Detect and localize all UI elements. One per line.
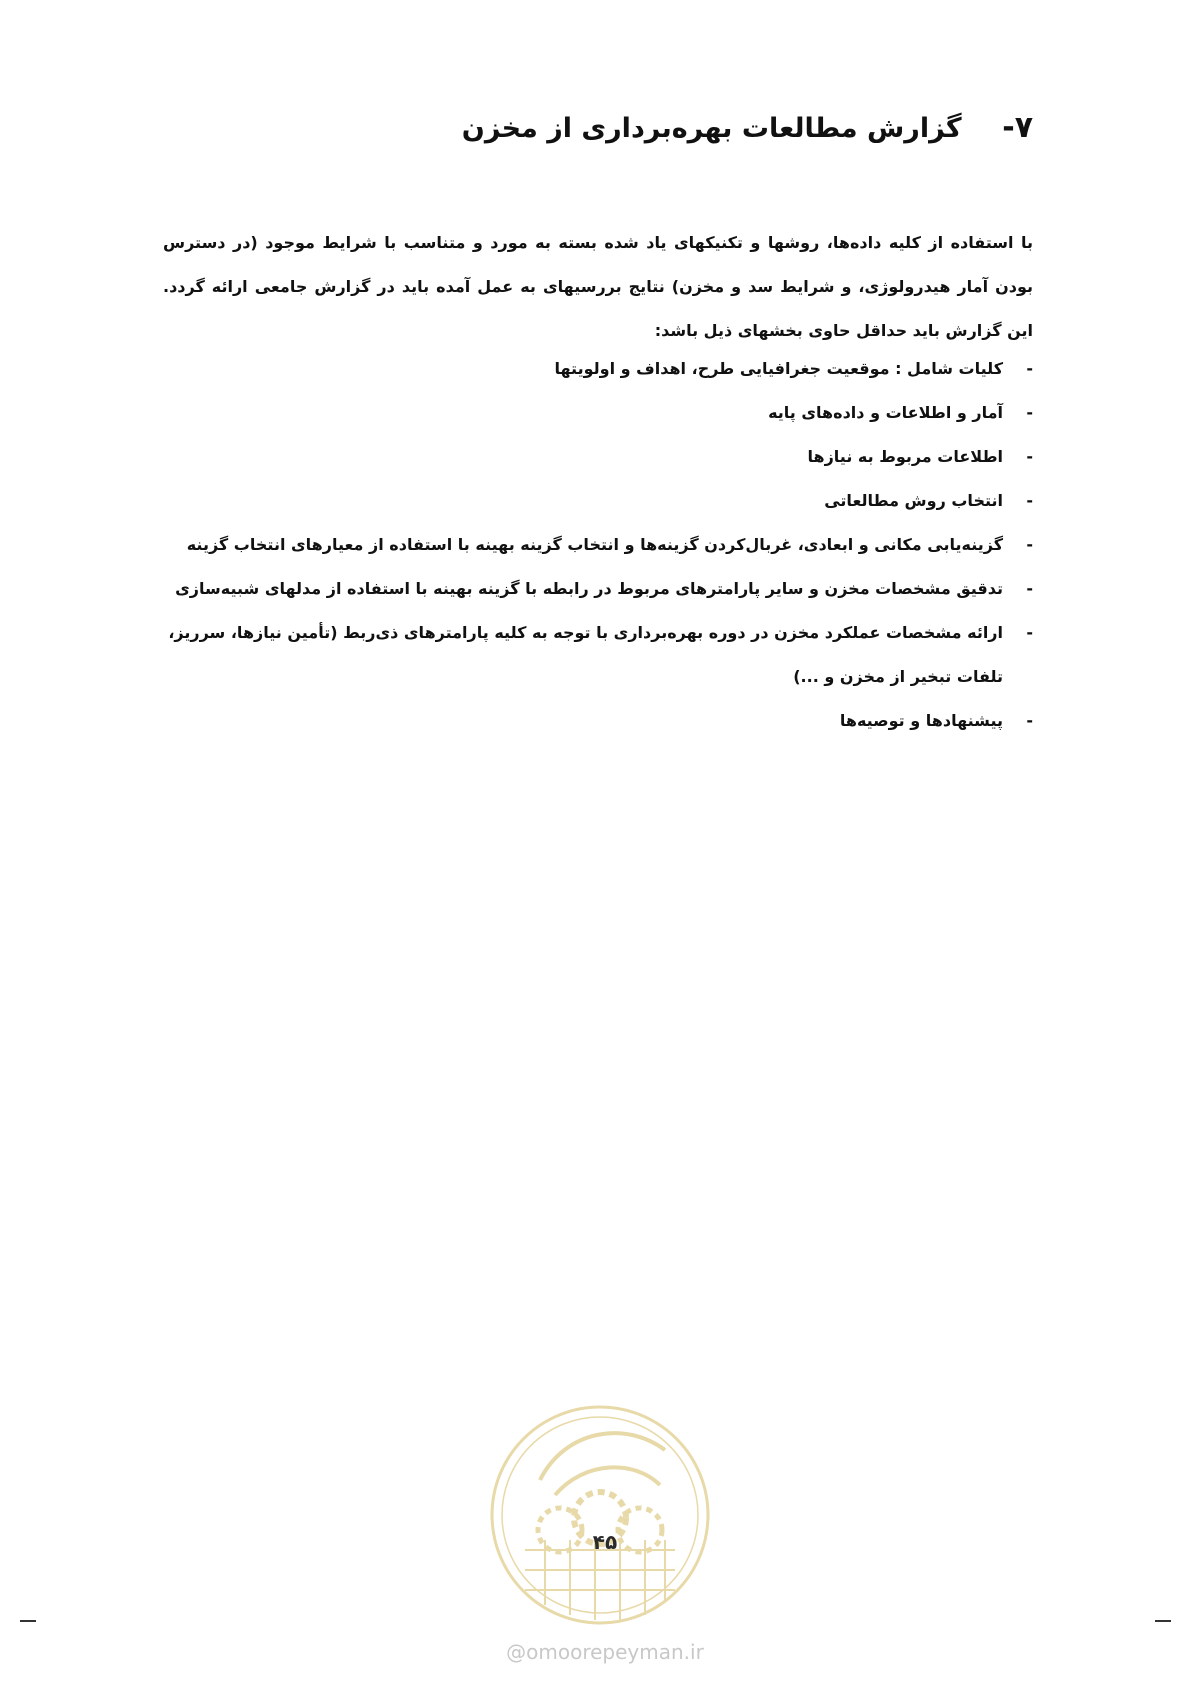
list-item-text: کلیات شامل : موقعیت جغرافیایی طرح، اهداف و اولویتها (554, 359, 1003, 378)
watermark-seal-logo (485, 1400, 715, 1630)
list-item (153, 479, 1033, 523)
left-crop-mark (20, 1620, 36, 1622)
bullet-dash: - (1026, 491, 1033, 510)
section-title: گزارش مطالعات بهره‌برداری از مخزن (461, 113, 962, 144)
list-item (153, 347, 1033, 391)
list-item (153, 699, 1033, 743)
list-item-text: اطلاعات مربوط به نیازها (807, 447, 1003, 466)
section-heading (333, 108, 1033, 149)
list-item (153, 611, 1033, 699)
list-item-text: پیشنهادها و توصیه‌ها (839, 711, 1003, 730)
bullet-dash: - (1026, 711, 1033, 730)
list-item (153, 523, 1033, 567)
at-icon: @ (506, 1640, 527, 1664)
list-item-text: تدقیق مشخصات مخزن و سایر پارامترهای مربوط در رابطه با گزینه بهینه با استفاده از مدلهای شبیه‌سازی (175, 579, 1003, 598)
bullet-dash: - (1026, 535, 1033, 554)
watermark-url: @omoorepeyman.ir (506, 1640, 704, 1664)
right-crop-mark (1155, 1620, 1171, 1622)
list-item-text: آمار و اطلاعات و داده‌های پایه (768, 403, 1003, 422)
list-item-text: انتخاب روش مطالعاتی (824, 491, 1003, 510)
page-number: ۴۵ (592, 1530, 618, 1554)
report-sections-list (153, 347, 1033, 743)
list-item-text: گزینه‌یابی مکانی و ابعادی، غربال‌کردن گزینه‌ها و انتخاب گزینه بهینه با استفاده از معیارهای انتخاب گزینه (186, 535, 1003, 554)
bullet-dash: - (1026, 359, 1033, 378)
list-item-text: ارائه مشخصات عملکرد مخزن در دوره بهره‌برداری با توجه به کلیه پارامترهای ذی‌ربط (تأمین نیازها، سرریز، تلفات تبخیر از مخزن و ...) (168, 623, 1003, 686)
bullet-dash: - (1026, 623, 1033, 642)
bullet-dash: - (1026, 579, 1033, 598)
bullet-dash: - (1026, 447, 1033, 466)
bullet-dash: - (1026, 403, 1033, 422)
section-number: ۷- (1002, 110, 1033, 145)
list-item (153, 567, 1033, 611)
list-item (153, 391, 1033, 435)
intro-paragraph: با استفاده از کلیه داده‌ها، روشها و تکنیکهای یاد شده بسته به مورد و متناسب با شرایط موجود (در دسترس بودن آمار هیدرولوژی، و شرایط سد و مخزن) نتایج بررسیهای به عمل آمده باید در گزارش جامعی ارائه گردد. این گزارش باید حداقل حاوی بخشهای ذیل باشد: (163, 233, 1033, 340)
list-item (153, 435, 1033, 479)
